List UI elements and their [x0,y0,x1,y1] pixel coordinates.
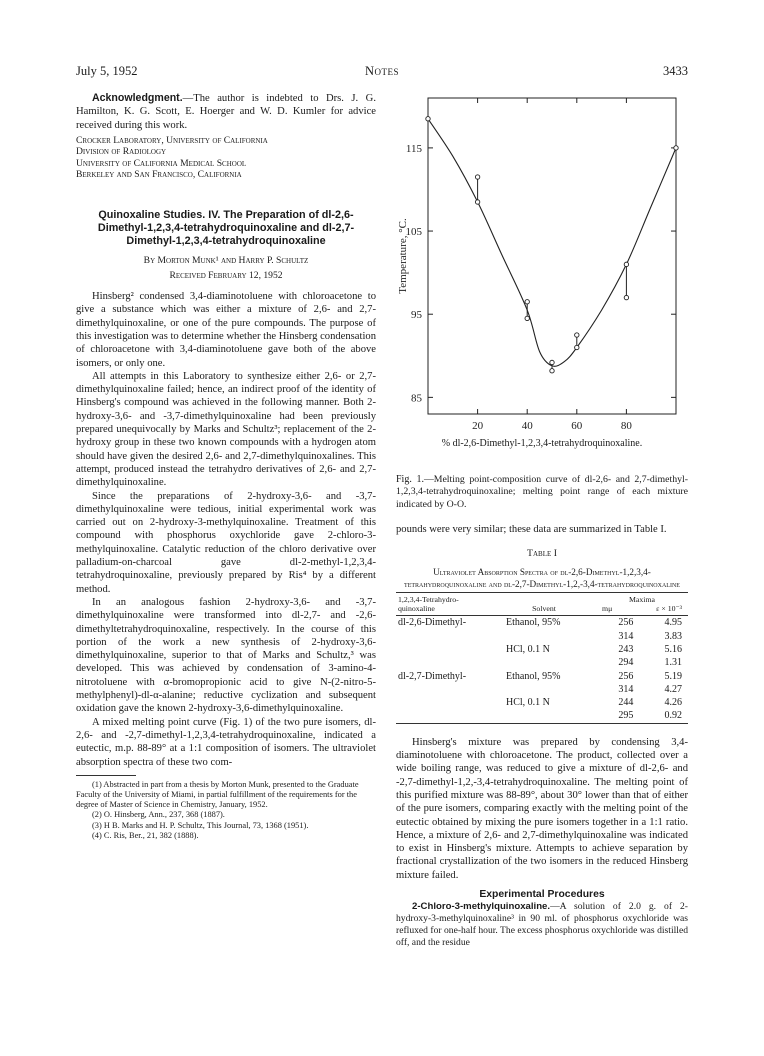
body-paragraph: Hinsberg's mixture was prepared by condensing 3,4-diaminotoluene with chloroacetone. The product, collected over a wide boiling range, was reduced to give a mixture of dl-2,6- and -2,7-dimethyl-1,2,-3,4-tetrahydroquinoxaline. The melting point of this purified mixture was 88-89°, about 30° lower than that of either of the pure isomers, comparing exactly with the melting point of the eutectic obtained by mixing the pure isomers together in a 1:1 ratio. Hence, a mixture of 2,6- and 2,7-dimethylquinoxaline was indicated to exist in Hinsberg's mixture. Attempts to achieve separation by fractional crystallization of the two isomers in the reduced Hinsberg mixture failed. [396,736,688,881]
endpoint-marker [674,146,678,150]
article-title: Quinoxaline Studies. IV. The Preparation of dl-2,6-Dimethyl-1,2,3,4-tetrahydroquinoxaline and dl-2,7-Dimethyl-1,2,3,4-tetrahydroquinoxaline [97,208,355,247]
body-paragraph: Hinsberg² condensed 3,4-diaminotoluene with chloroacetone to give a substance which was either a mixture of 2,6- and 2,7-dimethylquinoxaline, or one of the pure compounds. The purpose of this investigation was to determine whether the Hinsberg condensation of chloroacetone with 3,4-diaminotoluene gave both of the above isomers, or only one. [76,291,376,369]
table-row [396,670,688,683]
y-tick-label: 95 [411,309,422,322]
table-header-solvent: Solvent [492,592,596,616]
body-paragraph: A mixed melting point curve (Fig. 1) of the two pure isomers, dl-2,6- and -2,7-dimethyl-1,2,3,4-tetrahydroquinoxaline, indicated a eutectic, m.p. 88-89° at a 1:1 composition of isomers. The ultraviolet absorption spectra of these two com- [76,716,376,768]
running-header [76,64,688,80]
melting-range-high-point [550,360,554,364]
figure-1 [396,92,688,472]
table-cell-mu: 314 [618,630,634,642]
affiliation-line: Berkeley and San Francisco, California [76,169,242,181]
table-cell-compound: dl-2,6-Dimethyl- [398,617,467,629]
table-cell-eps: 4.95 [664,617,682,629]
table-row [396,630,688,643]
y-tick-label: 85 [411,392,422,405]
y-tick-label: 105 [405,226,422,239]
figure-caption-text: —Melting point-composition curve of dl-2,6- and 2,7-dimethyl-1,2,3,4-tetrahydroquinoxaline; melting point range of each mixture indicated by O-O. [396,474,688,510]
affiliation-line: University of California Medical School [76,157,247,169]
header-section: Notes [364,64,400,78]
footnote: (3) H B. Marks and H. P. Schultz, This Journal, 73, 1368 (1951). [92,820,309,830]
uv-spectra-table [396,592,688,724]
acknowledgment-text: —The author is indebted to Drs. J. G. Hamilton, K. G. Scott, E. Hoerger and W. D. Kumler for advice received during this work. [76,93,376,131]
experimental-heading: Experimental Procedures [479,889,605,901]
x-tick-label: 60 [571,420,583,432]
table-cell-solvent [492,683,596,696]
table-cell-eps: 5.19 [664,670,682,682]
x-axis-label: % dl-2,6-Dimethyl-1,2,3,4-tetrahydroquinoxaline. [441,438,643,449]
table-header-eps: ε × 10⁻³ [656,603,682,613]
melting-range-low-point [475,200,479,204]
table-cell-eps: 5.16 [664,644,682,655]
body-paragraph: In an analogous fashion 2-hydroxy-3,6- and -3,7-dimethylquinoxaline were transformed into dl-2,7- and -2,6-dimethyltetrahydroquinoxaline, respectively. In the course of this portion of the work a new synthesis of 2-hydroxy-3,6-dimethylquinoxaline, superior to that of Marks and Schultz,³ was developed. This was achieved by condensation of 3-amino-4-nitrotoluene with α-bromopropionic acid to give N-(2-nitro-5-methylphenyl)-dl-α-alanine; reductive cyclization and subsequent oxidation gave the known 2-hydroxy-3,6-dimethylquinoxaline. [76,596,376,715]
melting-range-low-point [550,369,554,373]
table-cell-eps: 3.83 [664,630,682,642]
table-header-maxima-label: Maxima [629,594,655,604]
header-date: July 5, 1952 [76,64,138,78]
table-cell-solvent: Ethanol, 95% [506,617,561,629]
table-cell-eps: 4.27 [664,683,682,695]
experimental-subheading: 2-Chloro-3-methylquinoxaline. [412,901,551,913]
table-row [396,709,688,723]
table-cell-eps: 4.26 [664,697,682,709]
melting-range-high-point [525,300,529,304]
figure-caption [396,474,688,511]
left-column [76,92,376,841]
melting-range-low-point [624,295,628,299]
melting-point-curve [428,119,676,366]
table-cell-eps: 0.92 [643,709,688,723]
right-column [396,92,688,949]
x-tick-label: 20 [472,420,484,432]
footnote: (1) Abstracted in part from a thesis by Morton Munk, presented to the Graduate Faculty of the University of Miami, in partial fulfillment of the requirements for the degree of Master of Science in Chemistry, January, 1952. [76,779,359,810]
body-paragraph: All attempts in this Laboratory to synthesize either 2,6- or 2,7-dimethylquinoxaline failed; hence, an indirect proof of the identity of Hinsberg's compound was achieved in the following manner. Both 2-hydroxy-3,6- and -3,7-dimethylquinoxaline had been previously prepared unequivocally by Marks and Schultz³; replacement of the 2-hydroxy group in these two known compounds with a hydrogen atom should have given the desired 2,6- and 2,7-dimethylquinoxalines. This attempt, produced instead the tetrahydro derivatives of 2,6- and 2,7-dimethylquinoxaline. [76,370,376,489]
table-cell-compound [396,630,492,643]
melting-range-low-point [575,345,579,349]
endpoint-marker [426,117,430,121]
table-cell-compound [396,643,492,656]
melting-range-high-point [575,333,579,337]
table-cell-mu: 243 [618,644,634,655]
footnote: (2) O. Hinsberg, Ann., 237, 368 (1887). [92,810,225,820]
affiliation-line: Division of Radiology [76,146,167,158]
table-cell-solvent [492,630,596,643]
acknowledgment [76,92,376,132]
acknowledgment-heading: Acknowledgment. [92,92,183,104]
body-paragraph: Since the preparations of 2-hydroxy-3,6- and -3,7-dimethylquinoxaline were tedious, initial experimental work was carried out on 2-hydroxy-3-methylquinoxaline. Treatment of this compound with phosphorus oxychloride gave 2-chloro-3-methylquinoxaline. Catalytic reduction of the chloro derivative over palladium-on-charcoal gave dl-2-methyl-1,2,3,4-tetrahydroquinoxaline, previously prepared by Ris⁴ by a different method. [76,490,376,595]
header-page-number: 3433 [663,64,688,78]
table-cell-compound: dl-2,7-Dimethyl- [398,670,467,682]
table-cell-mu: 256 [618,617,634,629]
table-header-compound: 1,2,3,4-Tetrahydro-quinoxaline [396,592,492,616]
table-cell-compound [396,696,492,709]
table-cell-solvent: Ethanol, 95% [506,670,561,682]
y-tick-label: 115 [405,142,422,155]
table-cell-mu: 256 [618,670,634,682]
melting-point-chart [396,92,688,454]
table-cell-solvent: HCl, 0.1 N [506,644,550,655]
table-row [396,683,688,696]
table-row [396,616,688,630]
experimental-paragraph [396,901,688,948]
figure-caption-label: Fig. 1. [396,474,424,485]
table-title: Table I [527,547,557,559]
table-cell-mu: 294 [618,657,634,669]
footnotes [76,780,376,841]
table-row [396,696,688,709]
table-cell-mu: 244 [618,697,634,709]
table-cell-solvent [492,656,596,669]
melting-range-high-point [475,175,479,179]
table-row [396,643,688,656]
table-cell-solvent: HCl, 0.1 N [506,697,550,709]
affiliation-line: Crocker Laboratory, University of California [76,134,268,146]
melting-range-high-point [624,262,628,266]
table-cell-mu: 314 [618,683,634,695]
table-cell-eps: 1.31 [664,657,682,669]
table-cell-compound [396,709,492,723]
table-caption: Ultraviolet Absorption Spectra of dl-2,6-Dimethyl-1,2,3,4-tetrahydroquinoxaline and dl-2,7-Dimethyl-1,2,-3,4-tetrahydroquinoxaline [404,566,680,589]
footnote-divider [76,775,136,776]
article-authors: By Morton Munk¹ and Harry P. Schultz [143,254,309,266]
affiliation-block [76,135,376,181]
article-received: Received February 12, 1952 [169,269,283,281]
x-tick-label: 80 [620,420,632,432]
table-cell-compound [396,656,492,669]
footnote: (4) C. Ris, Ber., 21, 382 (1888). [92,830,199,840]
experimental-text: —A solution of 2.0 g. of 2-hydroxy-3-methylquinoxaline³ in 90 ml. of phosphorus oxychloride was refluxed for one-half hour. The excess phosphorus oxychloride was distilled off, and the residue [396,901,688,948]
x-tick-label: 40 [521,420,533,432]
table-header-mu: mμ [602,603,613,613]
y-axis-label: Temperature, °C. [397,218,409,294]
table-row [396,656,688,669]
melting-range-low-point [525,316,529,320]
table-cell-solvent [492,709,596,723]
body-paragraph: pounds were very similar; these data are summarized in Table I. [396,524,667,536]
table-header-maxima [596,592,688,616]
table-cell-mu: 295 [596,709,643,723]
table-cell-compound [396,683,492,696]
